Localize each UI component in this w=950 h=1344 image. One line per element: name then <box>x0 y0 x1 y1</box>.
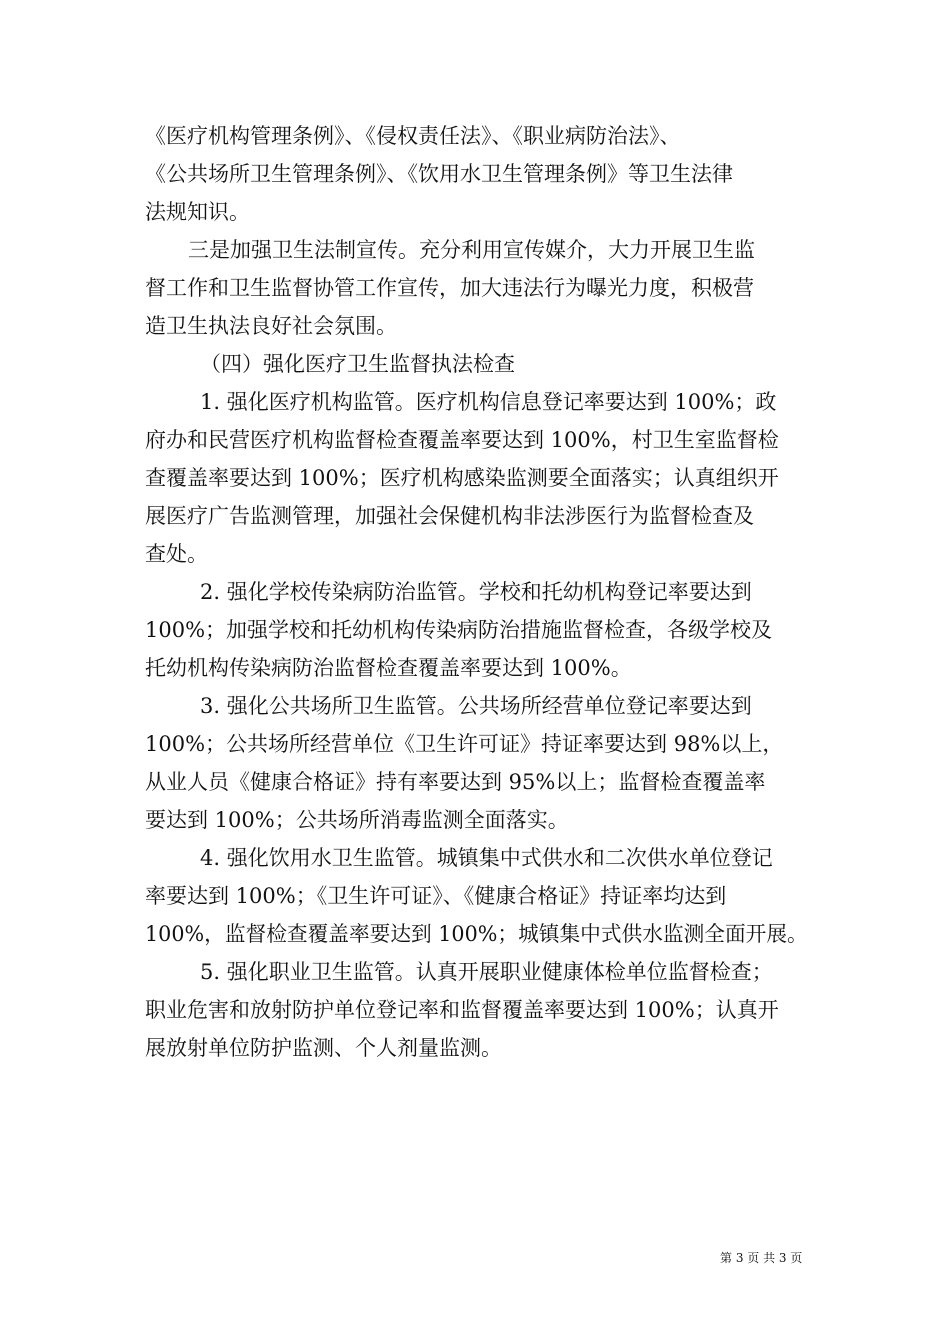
text-line: 展医疗广告监测管理，加强社会保健机构非法涉医行为监督检查及 <box>145 504 754 528</box>
text-line: 要达到 100%；公共场所消毒监测全面落实。 <box>145 808 569 832</box>
section-heading: （四）强化医疗卫生监督执法检查 <box>200 352 515 376</box>
paragraph-first-line: 5. 强化职业卫生监管。认真开展职业健康体检单位监督检查； <box>200 960 773 984</box>
text-line: 展放射单位防护监测、个人剂量监测。 <box>145 1036 502 1060</box>
text-line: 造卫生执法良好社会氛围。 <box>145 314 397 338</box>
page-number: 第 3 页 共 3 页 <box>720 1251 803 1265</box>
text-line: 法规知识。 <box>145 200 250 224</box>
paragraph-first-line: 三是加强卫生法制宣传。充分利用宣传媒介，大力开展卫生监 <box>188 238 755 262</box>
paragraph-first-line: 3. 强化公共场所卫生监管。公共场所经营单位登记率要达到 <box>200 694 752 718</box>
text-line: 100%；加强学校和托幼机构传染病防治措施监督检查，各级学校及 <box>145 618 773 642</box>
text-line: 从业人员《健康合格证》持有率要达到 95%以上；监督检查覆盖率 <box>145 770 766 794</box>
paragraph-first-line: 2. 强化学校传染病防治监管。学校和托幼机构登记率要达到 <box>200 580 752 604</box>
text-line: 查处。 <box>145 542 208 566</box>
text-line: 查覆盖率要达到 100%；医疗机构感染监测要全面落实；认真组织开 <box>145 466 779 490</box>
text-line: 托幼机构传染病防治监督检查覆盖率要达到 100%。 <box>145 656 632 680</box>
text-line: 率要达到 100%；《卫生许可证》、《健康合格证》持证率均达到 <box>145 884 727 908</box>
text-line: 职业危害和放射防护单位登记率和监督覆盖率要达到 100%；认真开 <box>145 998 779 1022</box>
text-line: 100%；公共场所经营单位《卫生许可证》持证率要达到 98%以上， <box>145 732 784 756</box>
text-line: 府办和民营医疗机构监督检查覆盖率要达到 100%，村卫生室监督检 <box>145 428 779 452</box>
paragraph-first-line: 4. 强化饮用水卫生监管。城镇集中式供水和二次供水单位登记 <box>200 846 773 870</box>
text-line: 《医疗机构管理条例》、《侵权责任法》、《职业病防治法》、 <box>145 124 681 148</box>
text-line: 《公共场所卫生管理条例》、《饮用水卫生管理条例》等卫生法律 <box>145 162 733 186</box>
text-line: 督工作和卫生监督协管工作宣传，加大违法行为曝光力度，积极营 <box>145 276 754 300</box>
paragraph-first-line: 1. 强化医疗机构监管。医疗机构信息登记率要达到 100%；政 <box>200 390 777 414</box>
text-line: 100%，监督检查覆盖率要达到 100%；城镇集中式供水监测全面开展。 <box>145 922 808 946</box>
